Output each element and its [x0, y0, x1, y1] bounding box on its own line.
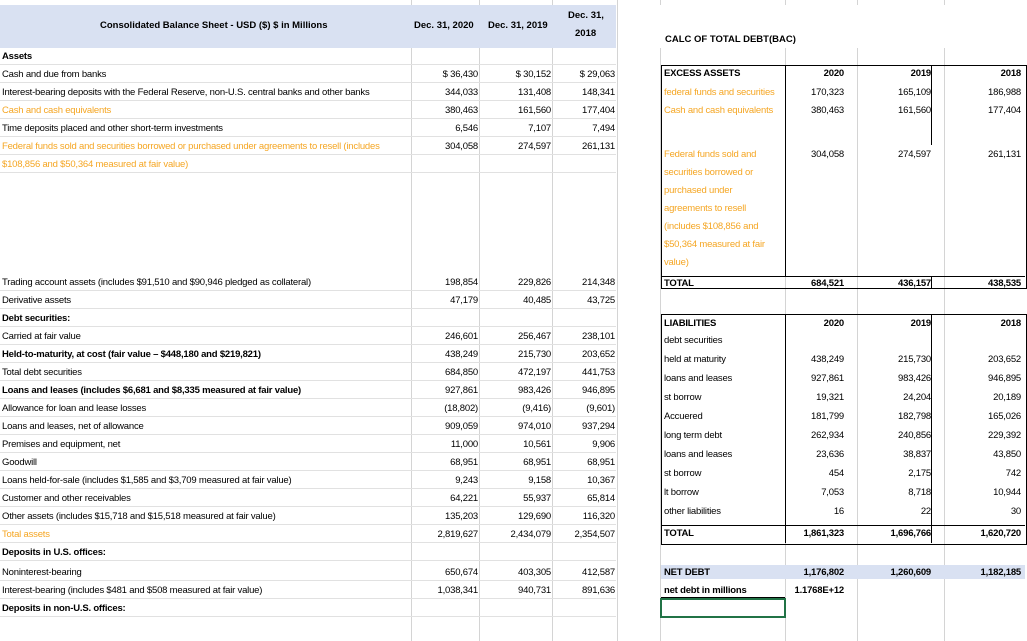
value-cell[interactable]: 131,408 [518, 87, 551, 98]
liability-value[interactable]: 43,850 [993, 449, 1021, 460]
value-cell[interactable]: 937,294 [582, 421, 615, 432]
row-label[interactable]: Interest-bearing (includes $481 and $508 measured at fair value) [2, 585, 263, 596]
value-cell[interactable]: 927,861 [445, 385, 478, 396]
liability-value[interactable]: 438,249 [811, 354, 844, 365]
liability-value[interactable]: 454 [828, 468, 844, 479]
liability-value[interactable]: 262,934 [811, 430, 844, 441]
liab-total-2019[interactable]: 1,696,766 [890, 528, 931, 539]
value-cell[interactable]: $ 36,430 [442, 69, 478, 80]
value-cell[interactable]: 10,561 [523, 439, 551, 450]
value-cell[interactable]: 203,652 [582, 349, 615, 360]
row-label[interactable]: Held-to-maturity, at cost (fair value – $448,180 and $219,821) [2, 349, 261, 360]
liability-value[interactable]: 182,798 [898, 411, 931, 422]
liab-total-2020[interactable]: 1,861,323 [803, 528, 844, 539]
value-cell[interactable]: 983,426 [518, 385, 551, 396]
value-cell[interactable]: 68,951 [523, 457, 551, 468]
ff-label-line: purchased under [664, 185, 733, 196]
net-debt-2018[interactable]: 1,182,185 [980, 567, 1021, 578]
ff-label-line: (includes $108,856 and [664, 221, 759, 232]
assets-total-2019[interactable]: 436,157 [898, 278, 931, 289]
ff-label-line: agreements to resell [664, 203, 747, 214]
assets-total-2018[interactable]: 438,535 [988, 278, 1021, 289]
excess-year-2020[interactable]: 2020 [823, 68, 844, 79]
value-cell[interactable]: 7,107 [528, 123, 551, 134]
value-cell[interactable]: 1,038,341 [437, 585, 478, 596]
excess-asset-value[interactable]: 380,463 [811, 105, 844, 116]
row-label[interactable]: Debt securities: [2, 313, 71, 324]
value-cell[interactable]: 946,895 [582, 385, 615, 396]
value-cell[interactable]: 47,179 [450, 295, 478, 306]
assets-total-2020[interactable]: 684,521 [811, 278, 844, 289]
value-cell[interactable]: 304,058 [445, 141, 478, 152]
value-cell[interactable]: 68,951 [587, 457, 615, 468]
value-cell[interactable]: 2,354,507 [574, 529, 615, 540]
value-cell[interactable]: 129,690 [518, 511, 551, 522]
sheet-title: Consolidated Balance Sheet - USD ($) $ in Millions [100, 20, 328, 31]
liab-year-2019[interactable]: 2019 [910, 318, 931, 329]
excess-assets-label[interactable]: EXCESS ASSETS [664, 68, 741, 79]
liability-label[interactable]: loans and leases [664, 373, 733, 384]
row-label[interactable]: Goodwill [2, 457, 37, 468]
value-cell[interactable]: 68,951 [450, 457, 478, 468]
liability-value[interactable]: 215,730 [898, 354, 931, 365]
row-label[interactable]: Allowance for loan and lease losses [2, 403, 147, 414]
value-cell[interactable]: 135,203 [445, 511, 478, 522]
excess-asset-value[interactable]: 165,109 [898, 87, 931, 98]
liability-value[interactable]: 181,799 [811, 411, 844, 422]
row-label[interactable]: Federal funds sold and securities borrowed or purchased under agreements to resell (includes [2, 141, 380, 152]
value-cell[interactable]: 261,131 [582, 141, 615, 152]
value-cell[interactable]: 472,197 [518, 367, 551, 378]
row-label[interactable]: Trading account assets (includes $91,510 and $90,946 pledged as collateral) [2, 277, 311, 288]
ff-value-2020[interactable]: 304,058 [811, 149, 844, 160]
value-cell[interactable]: 6,546 [455, 123, 478, 134]
value-cell[interactable]: (18,802) [444, 403, 478, 414]
net-debt-millions-label[interactable]: net debt in millions [664, 585, 747, 596]
liability-label[interactable]: long term debt [664, 430, 722, 441]
net-debt-2019[interactable]: 1,260,609 [890, 567, 931, 578]
row-label[interactable]: Loans held-for-sale (includes $1,585 and $3,709 measured at fair value) [2, 475, 292, 486]
value-cell[interactable]: 11,000 [450, 439, 478, 450]
liability-label[interactable]: other liabilities [664, 506, 721, 517]
liability-value[interactable]: 22 [920, 506, 931, 517]
liability-value[interactable]: 7,053 [821, 487, 844, 498]
value-cell[interactable]: 229,826 [518, 277, 551, 288]
row-label[interactable]: Cash and due from banks [2, 69, 107, 80]
liability-label[interactable]: loans and leases [664, 449, 733, 460]
value-cell[interactable]: 438,249 [445, 349, 478, 360]
ff-value-2018[interactable]: 261,131 [988, 149, 1021, 160]
value-cell[interactable]: 684,850 [445, 367, 478, 378]
value-cell[interactable]: 650,674 [445, 567, 478, 578]
value-cell[interactable]: 909,059 [445, 421, 478, 432]
value-cell[interactable]: 214,348 [582, 277, 615, 288]
value-cell[interactable]: 55,937 [523, 493, 551, 504]
ff-label-line: securities borrowed or [664, 167, 754, 178]
excess-asset-value[interactable]: 170,323 [811, 87, 844, 98]
value-cell[interactable]: 403,305 [518, 567, 551, 578]
excess-asset-value[interactable]: 186,988 [988, 87, 1021, 98]
value-cell[interactable]: 412,587 [582, 567, 615, 578]
value-cell[interactable]: 238,101 [582, 331, 615, 342]
value-cell[interactable]: 2,434,079 [510, 529, 551, 540]
value-cell[interactable]: 9,158 [528, 475, 551, 486]
value-cell[interactable]: 177,404 [582, 105, 615, 116]
row-label[interactable]: $108,856 and $50,364 measured at fair value) [2, 159, 189, 170]
col-header-2018-line2[interactable]: 2018 [575, 28, 597, 39]
liability-value[interactable]: 8,718 [908, 487, 931, 498]
liability-value[interactable]: 240,856 [898, 430, 931, 441]
net-debt-2020[interactable]: 1,176,802 [803, 567, 844, 578]
liability-value[interactable]: 165,026 [988, 411, 1021, 422]
liabilities-label[interactable]: LIABILITIES [664, 318, 717, 329]
liability-value[interactable]: 30 [1010, 506, 1021, 517]
net-debt-millions-value[interactable]: 1.1768E+12 [794, 585, 844, 596]
row-label[interactable]: Other assets (includes $15,718 and $15,518 measured at fair value) [2, 511, 276, 522]
liability-label[interactable]: debt securities [664, 335, 723, 346]
liability-value[interactable]: 927,861 [811, 373, 844, 384]
liability-value[interactable]: 229,392 [988, 430, 1021, 441]
liab-total-2018[interactable]: 1,620,720 [980, 528, 1021, 539]
liability-value[interactable]: 2,175 [908, 468, 931, 479]
value-cell[interactable]: 43,725 [587, 295, 615, 306]
excess-asset-label[interactable]: Cash and cash equivalents [664, 105, 774, 116]
value-cell[interactable]: 2,819,627 [437, 529, 478, 540]
row-label[interactable]: Loans and leases, net of allowance [2, 421, 144, 432]
liability-value[interactable]: 24,204 [903, 392, 931, 403]
assets-total-label[interactable]: TOTAL [664, 278, 694, 289]
row-label[interactable]: Deposits in U.S. offices: [2, 547, 106, 558]
liability-label[interactable]: st borrow [664, 468, 702, 479]
col-header-2019[interactable]: Dec. 31, 2019 [488, 20, 548, 31]
active-cell-selection[interactable] [660, 598, 786, 618]
row-label[interactable]: Customer and other receivables [2, 493, 131, 504]
value-cell[interactable]: 246,601 [445, 331, 478, 342]
value-cell[interactable]: 64,221 [450, 493, 478, 504]
liability-value[interactable]: 16 [833, 506, 844, 517]
liability-value[interactable]: 23,636 [816, 449, 844, 460]
value-cell[interactable]: 161,560 [518, 105, 551, 116]
liability-value[interactable]: 10,944 [993, 487, 1021, 498]
row-label[interactable]: Cash and cash equivalents [2, 105, 112, 116]
value-cell[interactable]: 344,033 [445, 87, 478, 98]
value-cell[interactable]: 40,485 [523, 295, 551, 306]
row-label[interactable]: Carried at fair value [2, 331, 81, 342]
liability-value[interactable]: 983,426 [898, 373, 931, 384]
value-cell[interactable]: 256,467 [518, 331, 551, 342]
net-debt-label[interactable]: NET DEBT [664, 567, 710, 578]
row-label[interactable]: Premises and equipment, net [2, 439, 121, 450]
row-label[interactable]: Noninterest-bearing [2, 567, 82, 578]
row-label[interactable]: Deposits in non-U.S. offices: [2, 603, 126, 614]
row-label[interactable]: Derivative assets [2, 295, 71, 306]
value-cell[interactable]: 65,814 [587, 493, 615, 504]
row-label[interactable]: Total assets [2, 529, 50, 540]
calc-title: CALC OF TOTAL DEBT(BAC) [665, 34, 796, 45]
liability-label[interactable]: lt borrow [664, 487, 699, 498]
row-label[interactable]: Loans and leases (includes $6,681 and $8,335 measured at fair value) [2, 385, 301, 396]
value-cell[interactable]: 441,753 [582, 367, 615, 378]
excess-asset-value[interactable]: 161,560 [898, 105, 931, 116]
col-header-2020[interactable]: Dec. 31, 2020 [414, 20, 474, 31]
liability-value[interactable]: 38,837 [903, 449, 931, 460]
value-cell[interactable]: $ 30,152 [515, 69, 551, 80]
value-cell[interactable]: $ 29,063 [579, 69, 615, 80]
ff-label-line: value) [664, 257, 689, 268]
liability-value[interactable]: 742 [1005, 468, 1021, 479]
liability-value[interactable]: 19,321 [816, 392, 844, 403]
value-cell[interactable]: 198,854 [445, 277, 478, 288]
row-label[interactable]: Time deposits placed and other short-term investments [2, 123, 223, 134]
value-cell[interactable]: 940,731 [518, 585, 551, 596]
liability-label[interactable]: st borrow [664, 392, 702, 403]
liab-year-2018[interactable]: 2018 [1000, 318, 1021, 329]
excess-asset-label[interactable]: federal funds and securities [664, 87, 775, 98]
value-cell[interactable]: 10,367 [587, 475, 615, 486]
col-header-2018-line1[interactable]: Dec. 31, [568, 10, 604, 21]
ff-label-line: $50,364 measured at fair [664, 239, 765, 250]
value-cell[interactable]: 116,320 [582, 511, 615, 522]
value-cell[interactable]: 148,341 [582, 87, 615, 98]
value-cell[interactable]: 974,010 [518, 421, 551, 432]
liability-label[interactable]: Accuered [664, 411, 703, 422]
ff-label-line: Federal funds sold and [664, 149, 757, 160]
liab-year-2020[interactable]: 2020 [823, 318, 844, 329]
value-cell[interactable]: (9,416) [522, 403, 551, 414]
value-cell[interactable]: 9,243 [455, 475, 478, 486]
value-cell[interactable]: 891,636 [582, 585, 615, 596]
liability-value[interactable]: 20,189 [993, 392, 1021, 403]
excess-year-2018[interactable]: 2018 [1000, 68, 1021, 79]
liability-label[interactable]: held at maturity [664, 354, 726, 365]
value-cell[interactable]: 7,494 [592, 123, 615, 134]
value-cell[interactable]: (9,601) [586, 403, 615, 414]
liab-total-label[interactable]: TOTAL [664, 528, 694, 539]
value-cell[interactable]: 380,463 [445, 105, 478, 116]
excess-asset-value[interactable]: 177,404 [988, 105, 1021, 116]
row-label[interactable]: Interest-bearing deposits with the Federal Reserve, non-U.S. central banks and other banks [2, 87, 370, 98]
value-cell[interactable]: 9,906 [592, 439, 615, 450]
ff-value-2019[interactable]: 274,597 [898, 149, 931, 160]
value-cell[interactable]: 215,730 [518, 349, 551, 360]
value-cell[interactable]: 274,597 [518, 141, 551, 152]
liability-value[interactable]: 946,895 [988, 373, 1021, 384]
row-label[interactable]: Total debt securities [2, 367, 82, 378]
liability-value[interactable]: 203,652 [988, 354, 1021, 365]
row-label[interactable]: Assets [2, 51, 32, 62]
excess-year-2019[interactable]: 2019 [910, 68, 931, 79]
